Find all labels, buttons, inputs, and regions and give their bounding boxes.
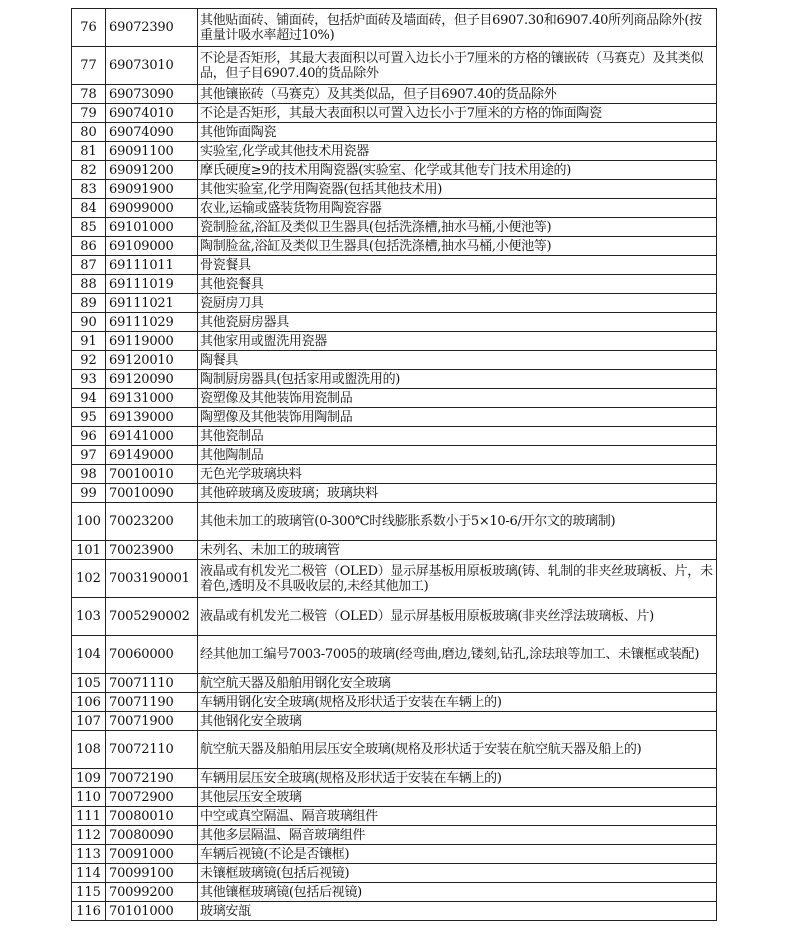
table-row <box>72 807 717 826</box>
row-number-cell: 79 <box>72 104 106 123</box>
table-row <box>72 636 717 674</box>
row-number-cell: 89 <box>72 294 106 313</box>
table-row <box>72 294 717 313</box>
commodity-code-cell: 69111029 <box>106 313 198 332</box>
row-number-cell: 109 <box>72 769 106 788</box>
commodity-code-cell: 70010090 <box>106 484 198 503</box>
description-cell: 瓷塑像及其他装饰用瓷制品 <box>198 389 717 408</box>
row-number-cell: 76 <box>72 9 106 47</box>
row-number-cell: 84 <box>72 199 106 218</box>
row-number-cell: 88 <box>72 275 106 294</box>
row-number-cell: 114 <box>72 864 106 883</box>
row-number-cell: 82 <box>72 161 106 180</box>
table-row <box>72 161 717 180</box>
commodity-code-cell: 69149000 <box>106 446 198 465</box>
description-cell: 航空航天器及船舶用层压安全玻璃(规格及形状适于安装在航空航天器及船上的) <box>198 731 717 769</box>
row-number-cell: 86 <box>72 237 106 256</box>
table-row <box>72 883 717 902</box>
description-cell: 其他镶嵌砖（马赛克）及其类似品，但子目6907.40的货品除外 <box>198 85 717 104</box>
commodity-code-cell: 70080010 <box>106 807 198 826</box>
table-row <box>72 142 717 161</box>
row-number-cell: 115 <box>72 883 106 902</box>
row-number-cell: 102 <box>72 560 106 598</box>
table-row <box>72 484 717 503</box>
description-cell: 瓷厨房刀具 <box>198 294 717 313</box>
table-row <box>72 446 717 465</box>
description-cell: 其他碎玻璃及废玻璃；玻璃块料 <box>198 484 717 503</box>
row-number-cell: 116 <box>72 902 106 921</box>
description-cell: 其他瓷餐具 <box>198 275 717 294</box>
row-number-cell: 106 <box>72 693 106 712</box>
commodity-code-cell: 69120090 <box>106 370 198 389</box>
commodity-code-cell: 69131000 <box>106 389 198 408</box>
table-row <box>72 465 717 484</box>
description-cell: 其他瓷厨房器具 <box>198 313 717 332</box>
commodity-code-cell: 70010010 <box>106 465 198 484</box>
row-number-cell: 107 <box>72 712 106 731</box>
row-number-cell: 90 <box>72 313 106 332</box>
commodity-code-cell: 70060000 <box>106 636 198 674</box>
table-row <box>72 541 717 560</box>
row-number-cell: 95 <box>72 408 106 427</box>
commodity-code-cell: 69091900 <box>106 180 198 199</box>
commodity-code-cell: 70071190 <box>106 693 198 712</box>
commodity-code-cell: 69073090 <box>106 85 198 104</box>
description-cell: 液晶或有机发光二极管（OLED）显示屏基板用原板玻璃(非夹丝浮法玻璃板、片) <box>198 598 717 636</box>
table-row <box>72 389 717 408</box>
commodity-code-cell: 69074090 <box>106 123 198 142</box>
tariff-table-body <box>72 9 717 921</box>
row-number-cell: 85 <box>72 218 106 237</box>
row-number-cell: 111 <box>72 807 106 826</box>
description-cell: 其他瓷制品 <box>198 427 717 446</box>
table-row <box>72 845 717 864</box>
description-cell: 无色光学玻璃块料 <box>198 465 717 484</box>
table-row <box>72 123 717 142</box>
commodity-code-cell: 70091000 <box>106 845 198 864</box>
description-cell: 中空或真空隔温、隔音玻璃组件 <box>198 807 717 826</box>
row-number-cell: 98 <box>72 465 106 484</box>
table-row <box>72 788 717 807</box>
row-number-cell: 96 <box>72 427 106 446</box>
commodity-code-cell: 70072900 <box>106 788 198 807</box>
description-cell: 陶制脸盆,浴缸及类似卫生器具(包括洗涤槽,抽水马桶,小便池等) <box>198 237 717 256</box>
commodity-code-cell: 69119000 <box>106 332 198 351</box>
table-row <box>72 902 717 921</box>
description-cell: 陶制厨房器具(包括家用或盥洗用的) <box>198 370 717 389</box>
table-row <box>72 370 717 389</box>
row-number-cell: 80 <box>72 123 106 142</box>
description-cell: 陶餐具 <box>198 351 717 370</box>
description-cell: 其他镶框玻璃镜(包括后视镜) <box>198 883 717 902</box>
commodity-code-cell: 69099000 <box>106 199 198 218</box>
commodity-code-cell: 69074010 <box>106 104 198 123</box>
commodity-code-cell: 69141000 <box>106 427 198 446</box>
table-row <box>72 408 717 427</box>
table-row <box>72 104 717 123</box>
row-number-cell: 108 <box>72 731 106 769</box>
row-number-cell: 78 <box>72 85 106 104</box>
table-row <box>72 351 717 370</box>
commodity-code-cell: 69073010 <box>106 47 198 85</box>
row-number-cell: 97 <box>72 446 106 465</box>
table-row <box>72 674 717 693</box>
table-row <box>72 503 717 541</box>
table-row <box>72 199 717 218</box>
description-cell: 未镶框玻璃镜(包括后视镜) <box>198 864 717 883</box>
commodity-code-cell: 70023900 <box>106 541 198 560</box>
commodity-code-cell: 69111021 <box>106 294 198 313</box>
table-row <box>72 332 717 351</box>
row-number-cell: 103 <box>72 598 106 636</box>
commodity-code-cell: 69109000 <box>106 237 198 256</box>
description-cell: 农业,运输或盛装货物用陶瓷容器 <box>198 199 717 218</box>
commodity-code-cell: 70099100 <box>106 864 198 883</box>
description-cell: 不论是否矩形，其最大表面积以可置入边长小于7厘米的方格的饰面陶瓷 <box>198 104 717 123</box>
commodity-code-cell: 69091200 <box>106 161 198 180</box>
table-row <box>72 237 717 256</box>
row-number-cell: 113 <box>72 845 106 864</box>
commodity-code-cell: 70071900 <box>106 712 198 731</box>
row-number-cell: 91 <box>72 332 106 351</box>
table-row <box>72 85 717 104</box>
table-row <box>72 218 717 237</box>
description-cell: 骨瓷餐具 <box>198 256 717 275</box>
commodity-code-cell: 7005290002 <box>106 598 198 636</box>
description-cell: 摩氏硬度≥9的技术用陶瓷器(实验室、化学或其他专门技术用途的) <box>198 161 717 180</box>
table-row <box>72 712 717 731</box>
table-row <box>72 47 717 85</box>
table-row <box>72 275 717 294</box>
row-number-cell: 83 <box>72 180 106 199</box>
table-row <box>72 560 717 598</box>
table-row <box>72 769 717 788</box>
commodity-code-cell: 69101000 <box>106 218 198 237</box>
table-row <box>72 427 717 446</box>
table-row <box>72 256 717 275</box>
row-number-cell: 92 <box>72 351 106 370</box>
description-cell: 玻璃安瓿 <box>198 902 717 921</box>
description-cell: 经其他加工编号7003-7005的玻璃(经弯曲,磨边,镂刻,钻孔,涂珐琅等加工、未镶框或装配) <box>198 636 717 674</box>
description-cell: 其他实验室,化学用陶瓷器(包括其他技术用) <box>198 180 717 199</box>
row-number-cell: 99 <box>72 484 106 503</box>
commodity-code-cell: 70072110 <box>106 731 198 769</box>
commodity-code-cell: 69120010 <box>106 351 198 370</box>
table-row <box>72 313 717 332</box>
description-cell: 其他钢化安全玻璃 <box>198 712 717 731</box>
description-cell: 陶塑像及其他装饰用陶制品 <box>198 408 717 427</box>
table-row <box>72 693 717 712</box>
commodity-code-cell: 69111019 <box>106 275 198 294</box>
description-cell: 其他贴面砖、铺面砖，包括炉面砖及墙面砖，但子目6907.30和6907.40所列商品除外(按重量计吸水率超过10%) <box>198 9 717 47</box>
description-cell: 车辆后视镜(不论是否镶框) <box>198 845 717 864</box>
description-cell: 其他多层隔温、隔音玻璃组件 <box>198 826 717 845</box>
row-number-cell: 77 <box>72 47 106 85</box>
description-cell: 其他饰面陶瓷 <box>198 123 717 142</box>
description-cell: 其他陶制品 <box>198 446 717 465</box>
commodity-code-cell: 70071110 <box>106 674 198 693</box>
table-row <box>72 731 717 769</box>
description-cell: 其他未加工的玻璃管(0-300℃时线膨胀系数小于5×10-6/开尔文的玻璃制) <box>198 503 717 541</box>
row-number-cell: 87 <box>72 256 106 275</box>
table-row <box>72 826 717 845</box>
description-cell: 不论是否矩形，其最大表面积以可置入边长小于7厘米的方格的镶嵌砖（马赛克）及其类似品，但子目6907.40的货品除外 <box>198 47 717 85</box>
tariff-table <box>71 8 717 921</box>
description-cell: 瓷制脸盆,浴缸及类似卫生器具(包括洗涤槽,抽水马桶,小便池等) <box>198 218 717 237</box>
table-row <box>72 180 717 199</box>
description-cell: 车辆用钢化安全玻璃(规格及形状适于安装在车辆上的) <box>198 693 717 712</box>
description-cell: 车辆用层压安全玻璃(规格及形状适于安装在车辆上的) <box>198 769 717 788</box>
description-cell: 液晶或有机发光二极管（OLED）显示屏基板用原板玻璃(铸、轧制的非夹丝玻璃板、片，未着色,透明及不具吸收层的,未经其他加工) <box>198 560 717 598</box>
commodity-code-cell: 70072190 <box>106 769 198 788</box>
commodity-code-cell: 70099200 <box>106 883 198 902</box>
commodity-code-cell: 69072390 <box>106 9 198 47</box>
row-number-cell: 104 <box>72 636 106 674</box>
commodity-code-cell: 69091100 <box>106 142 198 161</box>
row-number-cell: 94 <box>72 389 106 408</box>
commodity-code-cell: 70101000 <box>106 902 198 921</box>
row-number-cell: 101 <box>72 541 106 560</box>
row-number-cell: 105 <box>72 674 106 693</box>
commodity-code-cell: 70080090 <box>106 826 198 845</box>
description-cell: 航空航天器及船舶用钢化安全玻璃 <box>198 674 717 693</box>
commodity-code-cell: 7003190001 <box>106 560 198 598</box>
row-number-cell: 112 <box>72 826 106 845</box>
description-cell: 其他层压安全玻璃 <box>198 788 717 807</box>
commodity-code-cell: 69111011 <box>106 256 198 275</box>
row-number-cell: 81 <box>72 142 106 161</box>
row-number-cell: 93 <box>72 370 106 389</box>
commodity-code-cell: 69139000 <box>106 408 198 427</box>
description-cell: 未列名、未加工的玻璃管 <box>198 541 717 560</box>
row-number-cell: 110 <box>72 788 106 807</box>
table-row <box>72 598 717 636</box>
commodity-code-cell: 70023200 <box>106 503 198 541</box>
description-cell: 其他家用或盥洗用瓷器 <box>198 332 717 351</box>
table-row <box>72 864 717 883</box>
description-cell: 实验室,化学或其他技术用瓷器 <box>198 142 717 161</box>
table-row <box>72 9 717 47</box>
row-number-cell: 100 <box>72 503 106 541</box>
